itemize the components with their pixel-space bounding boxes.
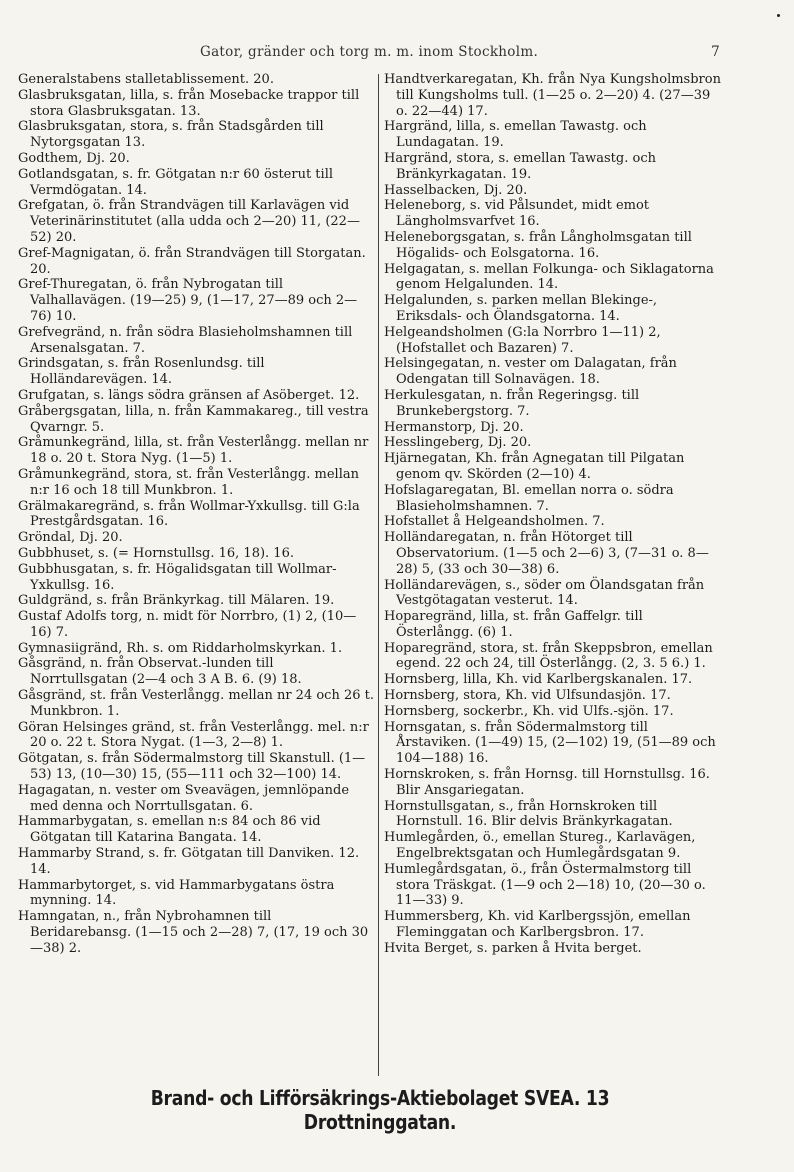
street-entry: Gubbhusgatan, s. fr. Högalidsgatan till Wollmar-Yxkullsg. 16.: [18, 561, 337, 593]
street-entry: Hargränd, stora, s. emellan Tawastg. och Bränkyrkagatan. 19.: [384, 150, 656, 182]
page-number: 7: [711, 44, 720, 60]
street-entry: Grefgatan, ö. från Strandvägen till Karlavägen vid Veterinärinstitutet (alla udda och 2—20) 11, (22—52) 20.: [18, 198, 360, 245]
street-entry: Gåsgränd, n. från Observat.-lunden till Norrtullsgatan (2—4 och 3 A B. 6. (9) 18.: [18, 656, 302, 688]
street-entry: Hornstullsgatan, s., från Hornskroken till Hornstull. 16. Blir delvis Bränkyrkagatan.: [384, 798, 673, 830]
street-entry: Glasbruksgatan, stora, s. från Stadsgården till Nytorgsgatan 13.: [18, 119, 324, 151]
header-title: Gator, gränder och torg m. m. inom Stockholm.: [200, 44, 539, 60]
street-entry: Hesslingeberg, Dj. 20.: [384, 435, 532, 451]
right-column: [384, 72, 724, 957]
street-entry: Humlegårdsgatan, ö., från Östermalmstorg till stora Träskgat. (1—9 och 2—18) 10, (20—30 o. 11—33) 9.: [384, 861, 706, 909]
street-entry: Gubbhuset, s. (= Hornstullsg. 16, 18). 16.: [18, 545, 294, 561]
street-entry: Hornsberg, stora, Kh. vid Ulfsundasjön. 17.: [384, 688, 671, 704]
street-entry: Grefvegränd, n. från södra Blasieholmshamnen till Arsenalsgatan. 7.: [18, 324, 353, 356]
street-entry: Hornsberg, sockerbr., Kh. vid Ulfs.-sjön. 17.: [384, 703, 674, 719]
street-entry: Hvita Berget, s. parken å Hvita berget.: [384, 940, 642, 956]
street-entry: Hasselbacken, Dj. 20.: [384, 182, 528, 198]
street-entry: Götgatan, s. från Södermalmstorg till Skanstull. (1—53) 13, (10—30) 15, (55—111 och 32—100) 14.: [18, 751, 366, 783]
street-entry: Helgalunden, s. parken mellan Blekinge-, Eriksdals- och Ölandsgatorna. 14.: [384, 293, 658, 324]
advertisement-footer: Brand- och Lifförsäkrings-Aktiebolaget SVEA. 13 Drottninggatan.: [150, 1086, 610, 1134]
street-entry: Herkulesgatan, n. från Regeringsg. till Brunkebergstorg. 7.: [384, 387, 640, 419]
street-entry: Gråbergsgatan, lilla, n. från Kammakareg., till vestra Qvarngr. 5.: [18, 403, 369, 435]
street-entry: Handtverkaregatan, Kh. från Nya Kungsholmsbron till Kungsholms tull. (1—25 o. 2—20) 4. (27—39 o. 22—44) 17.: [384, 72, 721, 119]
street-entry: Hammarbygatan, s. emellan n:s 84 och 86 vid Götgatan till Katarina Bangata. 14.: [18, 814, 321, 846]
street-entry: Hargränd, lilla, s. emellan Tawastg. och Lundagatan. 19.: [384, 119, 647, 151]
street-entry: Hornsberg, lilla, Kh. vid Karlbergskanalen. 17.: [384, 672, 693, 688]
street-entry: Holländarevägen, s., söder om Ölandsgatan från Vestgötagatan vesterut. 14.: [384, 577, 705, 609]
street-entry: Helgeandsholmen (G:la Norrbro 1—11) 2, (Hofstallet och Bazaren) 7.: [384, 324, 661, 356]
street-entry: Hoparegränd, lilla, st. från Gaffelgr. till Österlångg. (6) 1.: [384, 609, 643, 640]
street-entry: Hoparegränd, stora, st. från Skeppsbron, emellan egend. 22 och 24, till Österlångg. (2, 3. 5 6.) 1.: [384, 640, 713, 672]
street-entry: Gåsgränd, st. från Vesterlångg. mellan nr 24 och 26 t. Munkbron. 1.: [18, 688, 375, 719]
street-entry: Hummersberg, Kh. vid Karlbergssjön, emellan Fleminggatan och Karlbergsbron. 17.: [384, 909, 691, 941]
street-entry: Helgagatan, s. mellan Folkunga- och Siklagatorna genom Helgalunden. 14.: [384, 261, 714, 293]
street-entry: Glasbruksgatan, lilla, s. från Mosebacke trappor till stora Glasbruksgatan. 13.: [18, 87, 360, 119]
street-entry: Hermanstorp, Dj. 20.: [384, 419, 524, 435]
street-entry: Hammarbytorget, s. vid Hammarbygatans östra mynning. 14.: [18, 877, 335, 909]
street-entry: Gymnasiigränd, Rh. s. om Riddarholmskyrkan. 1.: [18, 640, 343, 656]
street-entry: Guldgränd, s. från Bränkyrkag. till Mälaren. 19.: [18, 593, 335, 609]
street-entry: Gotlandsgatan, s. fr. Götgatan n:r 60 österut till Vermdögatan. 14.: [18, 166, 334, 198]
street-entry: Hofslagaregatan, Bl. emellan norra o. södra Blasieholmshamnen. 7.: [384, 482, 674, 514]
street-entry: Heleneborg, s. vid Pålsundet, midt emot Längholmsvarfvet 16.: [384, 198, 650, 230]
street-entry: Generalstabens stalletablissement. 20.: [18, 72, 274, 87]
street-entry: Göran Helsinges gränd, st. från Vesterlångg. mel. n:r 20 o. 22 t. Stora Nygat. (1—3, 2—8) 1.: [18, 719, 369, 751]
street-entry: Grälmakaregränd, s. från Wollmar-Yxkullsg. till G:la Prestgårdsgatan. 16.: [18, 498, 360, 530]
street-entry: Holländaregatan, n. från Hötorget till Observatorium. (1—5 och 2—6) 3, (7—31 o. 8—28) 5, (33 och 30—38) 6.: [384, 530, 709, 577]
street-entry: Gref-Magnigatan, ö. från Strandvägen till Storgatan. 20.: [18, 245, 366, 277]
left-column: [18, 72, 374, 957]
scan-dot: [777, 14, 780, 17]
street-entry: Heleneborgsgatan, s. från Långholmsgatan till Högalids- och Eolsgatorna. 16.: [384, 229, 692, 261]
street-entry: Hornsgatan, s. från Södermalmstorg till Årstaviken. (1—49) 15, (2—102) 19, (51—89 och 104—188) 16.: [384, 719, 716, 767]
running-header: [20, 44, 720, 66]
street-entry: Humlegården, ö., emellan Stureg., Karlavägen, Engelbrektsgatan och Humlegårdsgatan 9.: [384, 830, 696, 862]
column-divider: [378, 74, 379, 1076]
street-entry: Gråmunkegränd, stora, st. från Vesterlångg. mellan n:r 16 och 18 till Munkbron. 1.: [18, 466, 359, 498]
street-entry: Grufgatan, s. längs södra gränsen af Asöberget. 12.: [18, 387, 360, 403]
street-entry: Gråmunkegränd, lilla, st. från Vesterlångg. mellan nr 18 o. 20 t. Stora Nyg. (1—5) 1.: [18, 435, 369, 467]
street-entry: Hagagatan, n. vester om Sveavägen, jemnlöpande med denna och Norrtullsgatan. 6.: [18, 782, 350, 814]
street-entry: Grindsgatan, s. från Rosenlundsg. till Holländarevägen. 14.: [18, 356, 265, 388]
street-entry: Hofstallet å Helgeandsholmen. 7.: [384, 514, 605, 530]
street-entry: Hornskroken, s. från Hornsg. till Hornstullsg. 16. Blir Ansgariegatan.: [384, 767, 710, 798]
street-entry: Hjärnegatan, Kh. från Agnegatan till Pilgatan genom qv. Skörden (2—10) 4.: [384, 451, 685, 482]
street-entry: Hammarby Strand, s. fr. Götgatan till Danviken. 12. 14.: [18, 846, 360, 877]
street-entry: Helsingegatan, n. vester om Dalagatan, från Odengatan till Solnavägen. 18.: [384, 356, 677, 388]
street-entry: Godthem, Dj. 20.: [18, 150, 130, 166]
street-entry: Gröndal, Dj. 20.: [18, 530, 123, 546]
street-entry: Gref-Thuregatan, ö. från Nybrogatan till Valhallavägen. (19—25) 9, (1—17, 27—89 och 2—76) 10.: [18, 277, 358, 324]
street-entry: Hamngatan, n., från Nybrohamnen till Beridarebansg. (1—15 och 2—28) 7, (17, 19 och 30—38) 2.: [18, 909, 369, 956]
street-entry: Gustaf Adolfs torg, n. midt för Norrbro, (1) 2, (10—16) 7.: [18, 609, 357, 640]
